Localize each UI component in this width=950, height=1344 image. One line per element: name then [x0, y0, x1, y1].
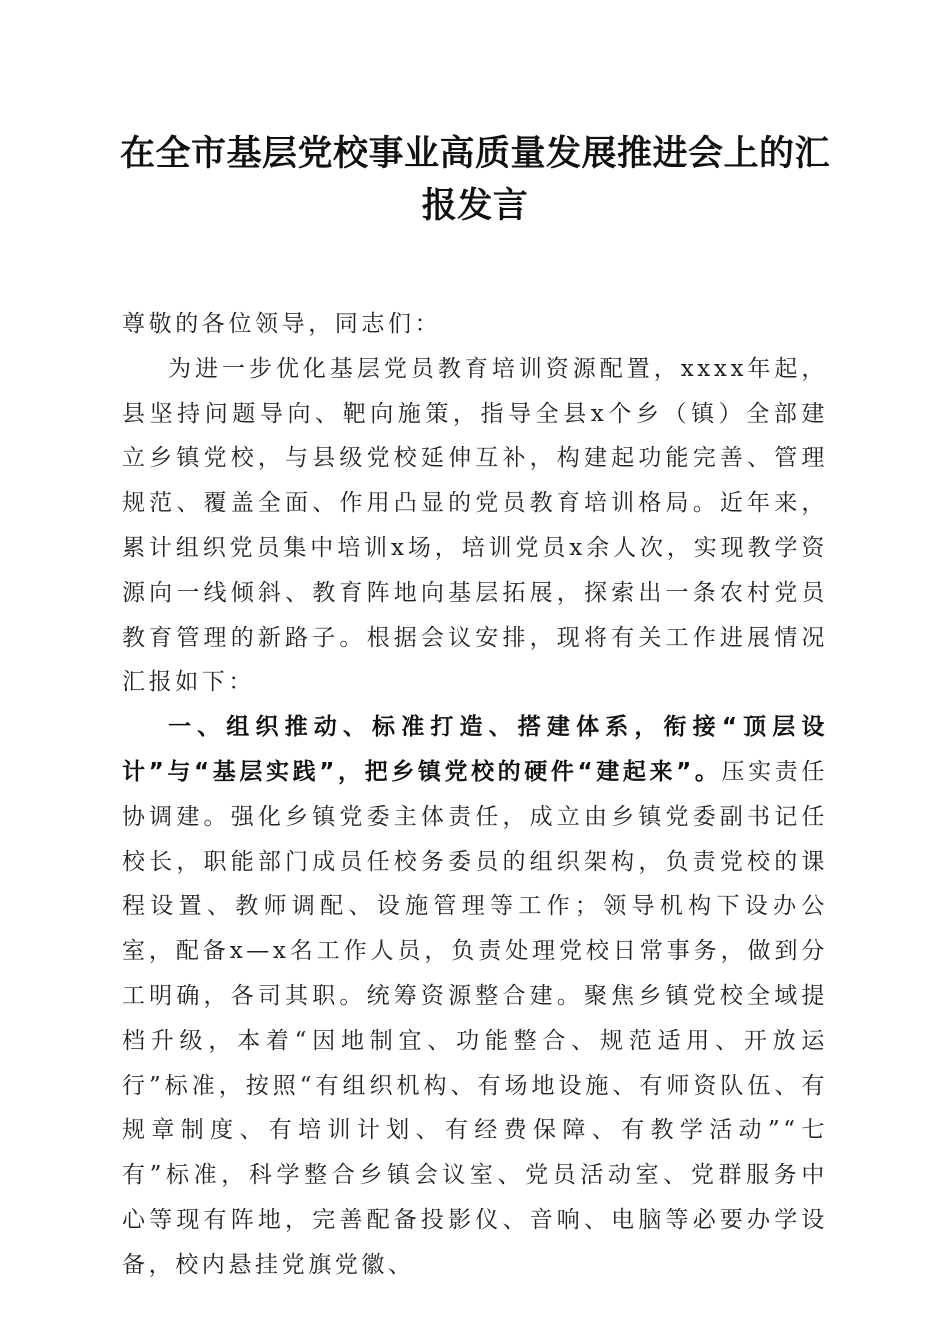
- section-one-body: 压实责任协调建。强化乡镇党委主体责任，成立由乡镇党委副书记任校长，职能部门成员任校务委员的组织架构，负责党校的课程设置、教师调配、设施管理等工作；领导机构下设办公室，配备x—x名工作人员，负责处理党校日常事务，做到分工明确，各司其职。统筹资源整合建。聚焦乡镇党校全域提档升级，本着“因地制宜、功能整合、规范适用、开放运行”标准，按照“有组织机构、有场地设施、有师资队伍、有规章制度、有培训计划、有经费保障、有教学活动”“七有”标准，科学整合乡镇会议室、党员活动室、党群服务中心等现有阵地，完善配备投影仪、音响、电脑等必要办学设备，校内悬挂党旗党徽、: [122, 758, 828, 1278]
- intro-paragraph: 为进一步优化基层党员教育培训资源配置，xxxx年起，县坚持问题导向、靶向施策，指导全县x个乡（镇）全部建立乡镇党校，与县级党校延伸互补，构建起功能完善、管理规范、覆盖全面、作用凸显的党员教育培训格局。近年来，累计组织党员集中培训x场，培训党员x余人次，实现教学资源向一线倾斜、教育阵地向基层拓展，探索出一条农村党员教育管理的新路子。根据会议安排，现将有关工作进展情况汇报如下：: [122, 355, 828, 696]
- document-title: 在全市基层党校事业高质量发展推进会上的汇报发言: [119, 133, 830, 226]
- salutation: 尊敬的各位领导，同志们：: [122, 311, 442, 337]
- section-one-paragraph: [122, 705, 828, 1287]
- section-one-heading: 一、组织推动、标准打造、搭建体系，衔接“顶层设计”与“基层实践”，把乡镇党校的硬件“建起来”。: [122, 714, 828, 785]
- document-body: [122, 302, 828, 1288]
